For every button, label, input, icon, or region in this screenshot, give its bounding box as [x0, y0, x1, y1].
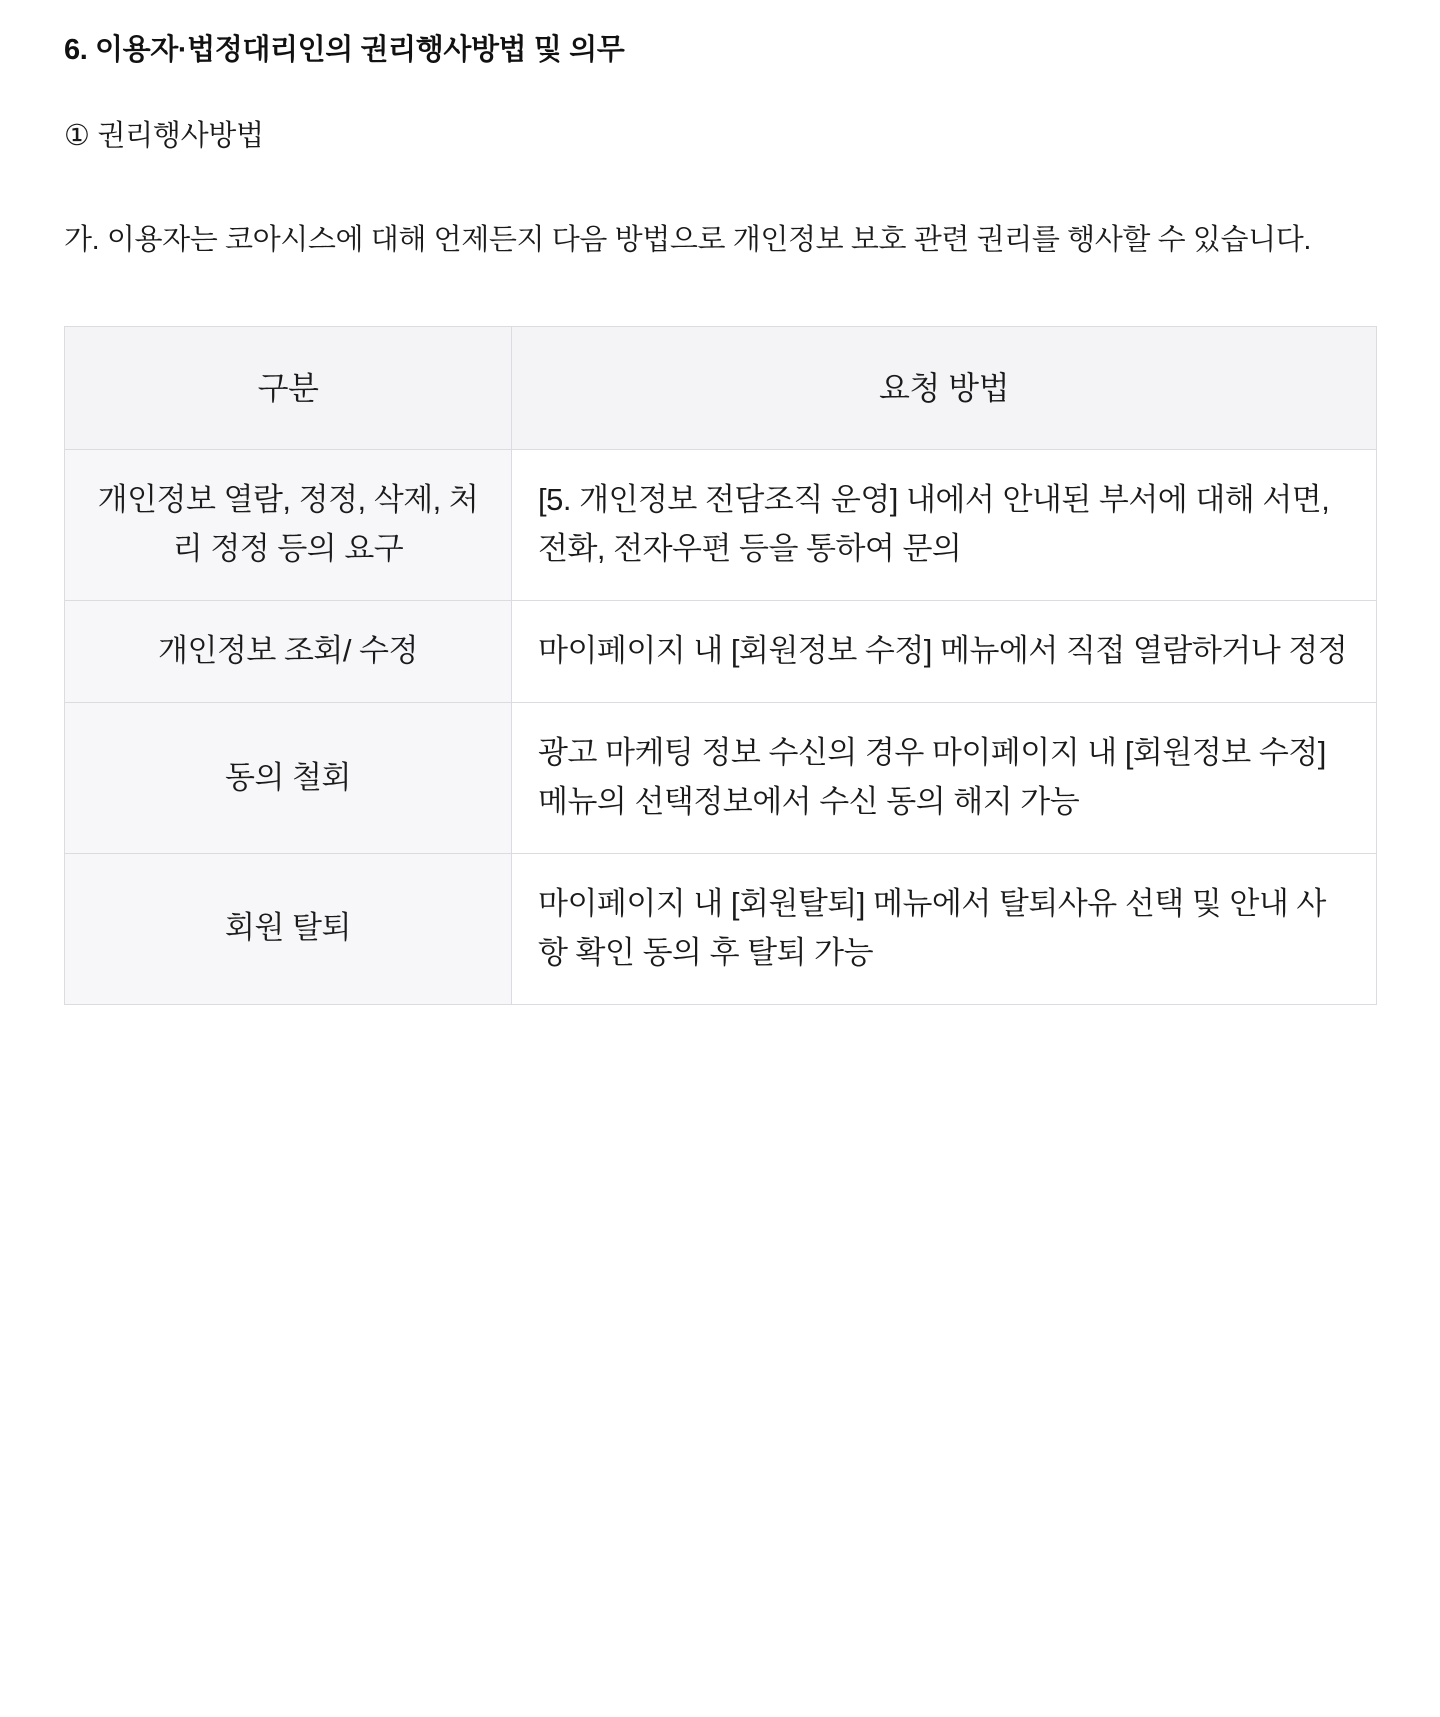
cell-category: 개인정보 열람, 정정, 삭제, 처리 정정 등의 요구	[65, 450, 512, 601]
column-header-method: 요청 방법	[512, 326, 1377, 450]
table-row	[65, 703, 1377, 854]
intro-paragraph: 가. 이용자는 코아시스에 대해 언제든지 다음 방법으로 개인정보 보호 관련 권리를 행사할 수 있습니다.	[64, 223, 1312, 256]
page-title: 6. 이용자·법정대리인의 권리행사방법 및 의무	[64, 34, 625, 66]
cell-method: 마이페이지 내 [회원탈퇴] 메뉴에서 탈퇴사유 선택 및 안내 사항 확인 동의 후 탈퇴 가능	[512, 854, 1377, 1005]
table-row	[65, 601, 1377, 703]
table-row	[65, 450, 1377, 601]
column-header-category: 구분	[65, 326, 512, 450]
rights-exercise-table	[64, 326, 1377, 1005]
cell-method: 광고 마케팅 정보 수신의 경우 마이페이지 내 [회원정보 수정] 메뉴의 선택정보에서 수신 동의 해지 가능	[512, 703, 1377, 854]
cell-category: 회원 탈퇴	[65, 854, 512, 1005]
sub-heading: ① 권리행사방법	[64, 119, 264, 152]
cell-category: 개인정보 조회/ 수정	[65, 601, 512, 703]
table-header-row	[65, 326, 1377, 450]
cell-method: [5. 개인정보 전담조직 운영] 내에서 안내된 부서에 대해 서면, 전화, 전자우편 등을 통하여 문의	[512, 450, 1377, 601]
cell-method: 마이페이지 내 [회원정보 수정] 메뉴에서 직접 열람하거나 정정	[512, 601, 1377, 703]
table-row	[65, 854, 1377, 1005]
cell-category: 동의 철회	[65, 703, 512, 854]
